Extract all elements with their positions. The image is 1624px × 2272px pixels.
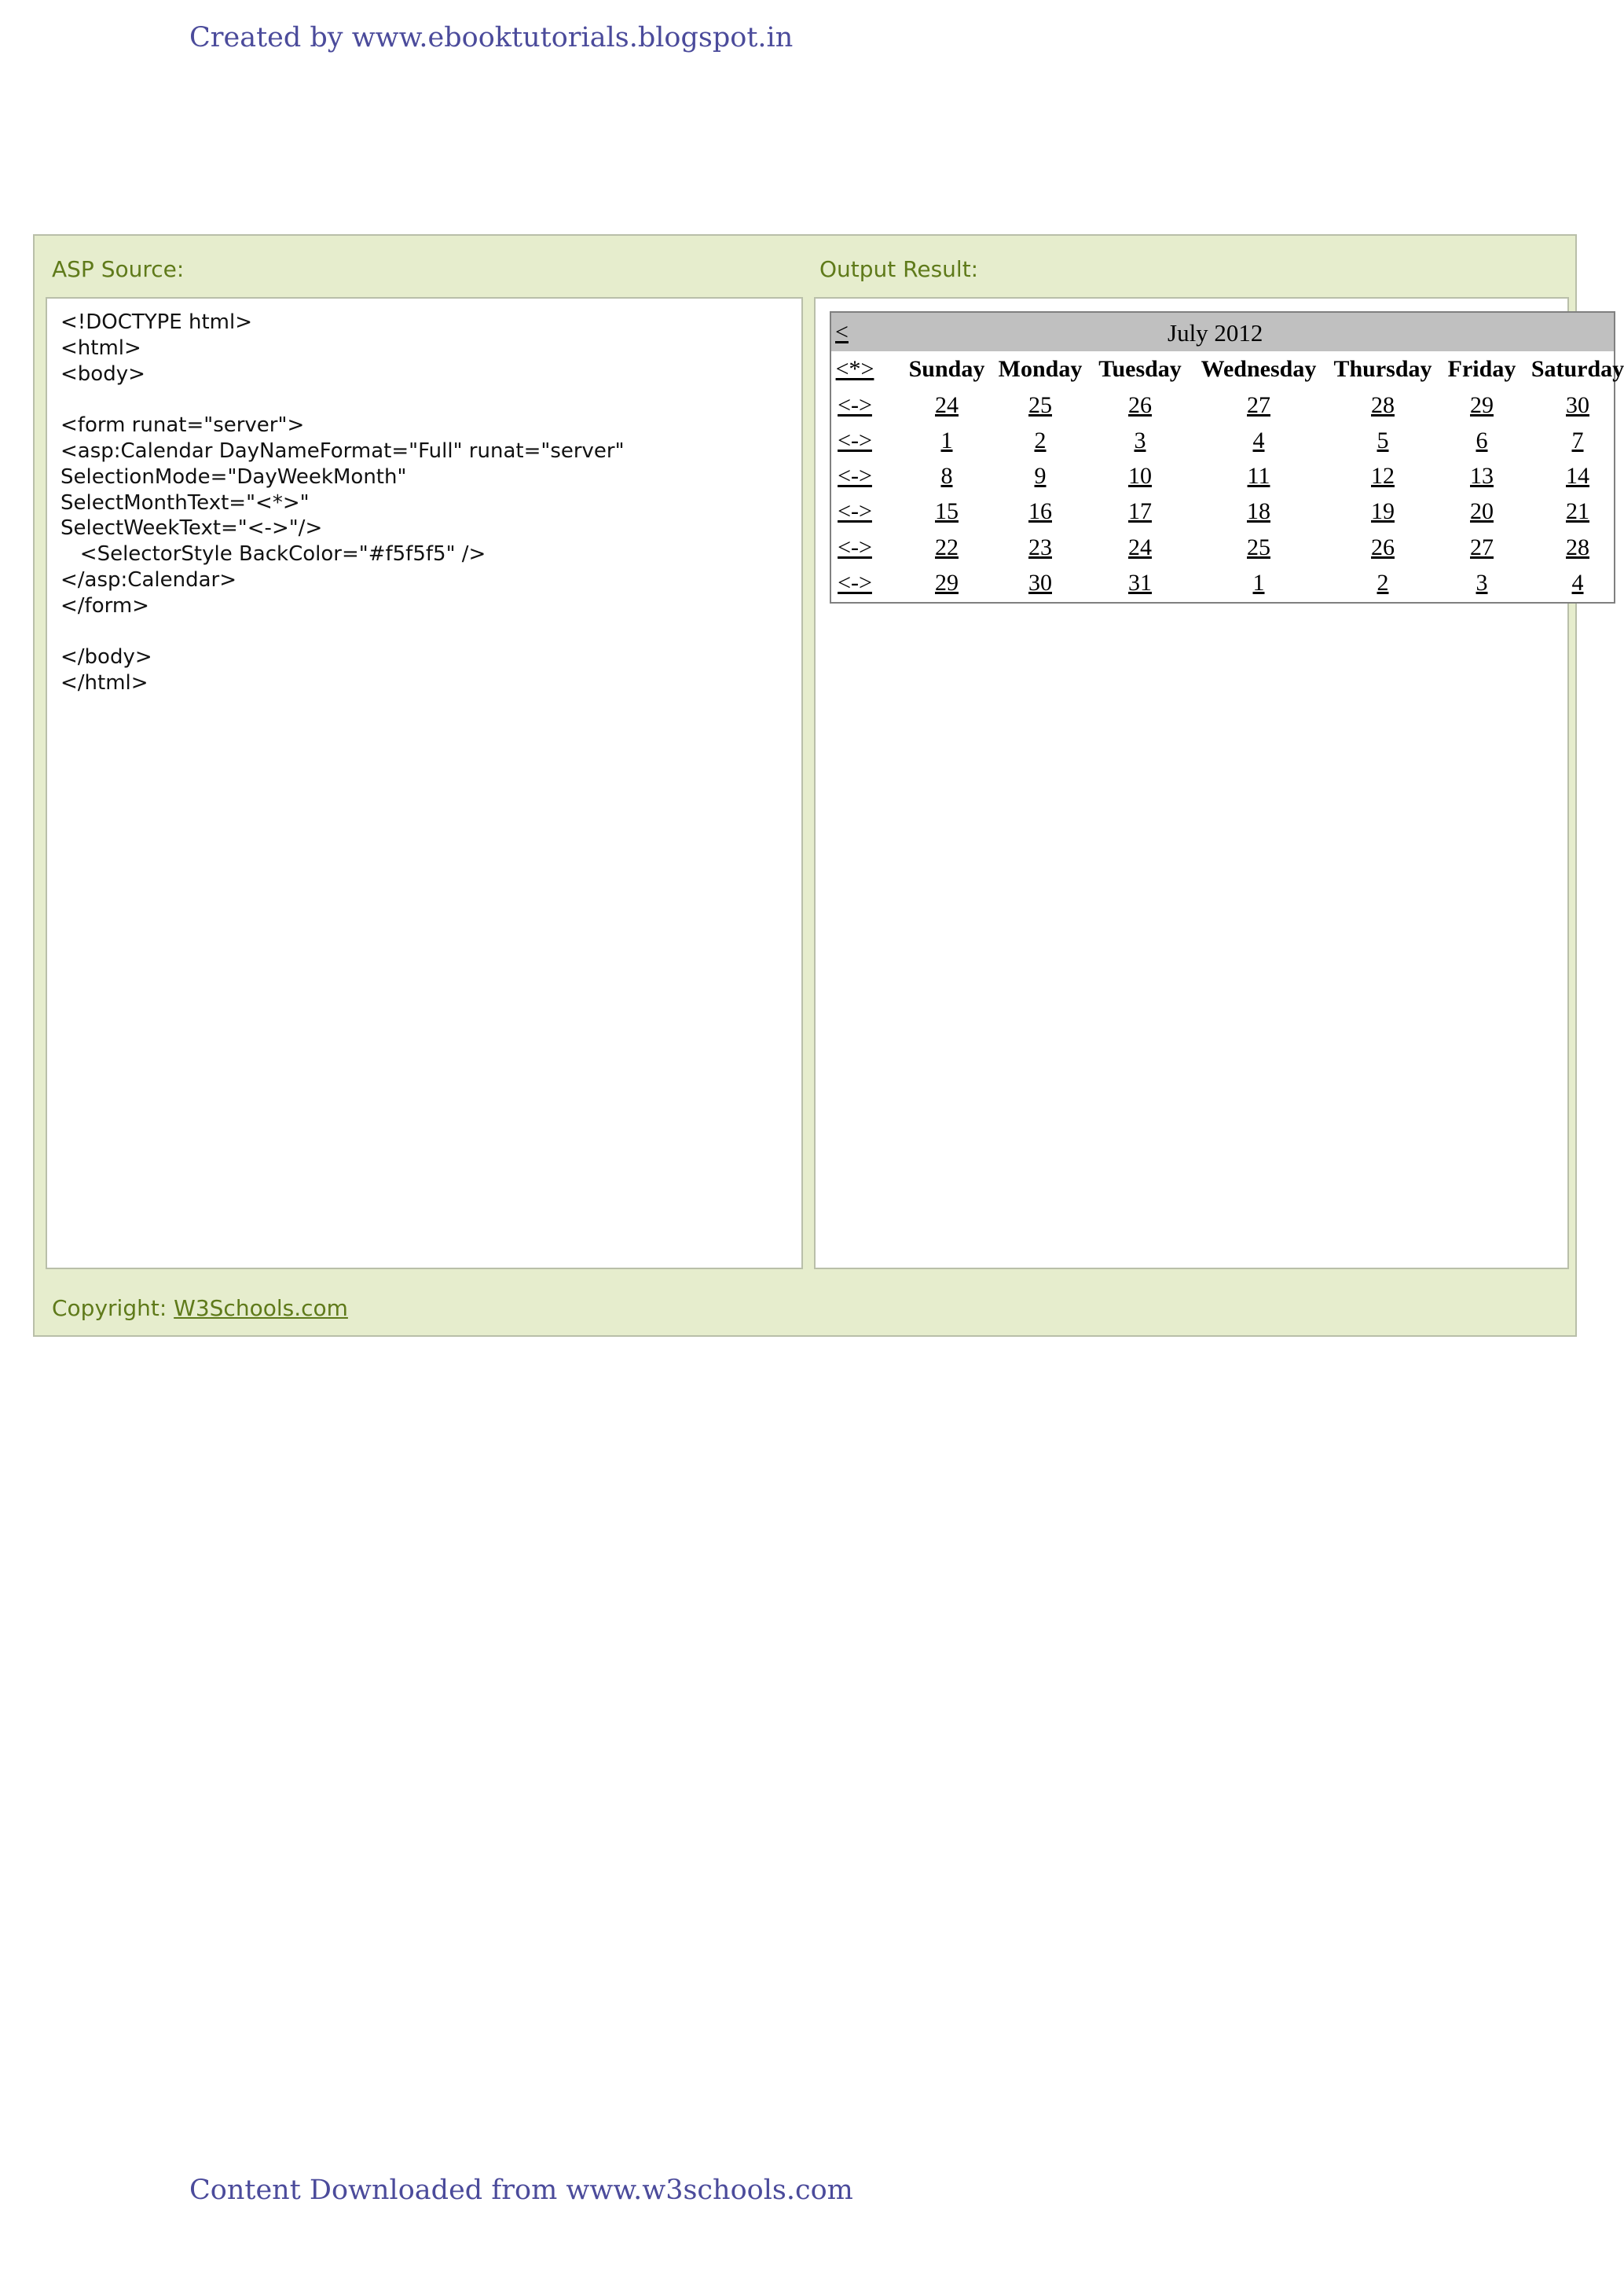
day-name-friday: Friday xyxy=(1447,356,1516,382)
calendar-title-bar xyxy=(831,313,1614,351)
calendar-day-link[interactable]: 16 xyxy=(1028,498,1052,524)
calendar-day-link[interactable]: 10 xyxy=(1128,463,1152,489)
calendar-day-link[interactable]: 24 xyxy=(935,392,959,418)
calendar-month-title: July 2012 xyxy=(1168,319,1263,347)
source-panel xyxy=(46,297,803,1269)
calendar-day-link[interactable]: 27 xyxy=(1247,392,1270,418)
calendar-day-link[interactable]: 28 xyxy=(1371,392,1395,418)
calendar-day-link[interactable]: 5 xyxy=(1377,428,1389,453)
calendar-day-link[interactable]: 3 xyxy=(1134,428,1146,453)
calendar-day-link[interactable]: 12 xyxy=(1371,463,1395,489)
day-name-monday: Monday xyxy=(998,356,1083,382)
output-panel-label: Output Result: xyxy=(819,256,979,282)
select-week-link[interactable]: <-> xyxy=(838,392,872,418)
calendar-day-link[interactable]: 17 xyxy=(1128,498,1152,524)
tryit-frame xyxy=(33,234,1624,1337)
calendar-day-link[interactable]: 30 xyxy=(1566,392,1589,418)
select-week-link[interactable]: <-> xyxy=(838,570,872,596)
calendar-day-link[interactable]: 9 xyxy=(1034,463,1047,489)
select-week-link[interactable]: <-> xyxy=(838,534,872,560)
day-name-thursday: Thursday xyxy=(1333,356,1432,382)
calendar xyxy=(830,311,1624,604)
calendar-day-link[interactable]: 8 xyxy=(940,463,953,489)
calendar-day-link[interactable]: 30 xyxy=(1028,570,1052,596)
calendar-day-link[interactable]: 28 xyxy=(1566,534,1589,560)
calendar-day-link[interactable]: 27 xyxy=(1470,534,1494,560)
prev-month-link[interactable]: < xyxy=(835,319,849,345)
copyright-label: Copyright: xyxy=(52,1295,167,1321)
calendar-day-link[interactable]: 3 xyxy=(1476,570,1488,596)
select-week-link[interactable]: <-> xyxy=(838,498,872,524)
calendar-day-link[interactable]: 29 xyxy=(1470,392,1494,418)
day-name-sunday: Sunday xyxy=(908,356,985,382)
calendar-day-link[interactable]: 4 xyxy=(1252,428,1265,453)
calendar-day-link[interactable]: 31 xyxy=(1128,570,1152,596)
select-week-link[interactable]: <-> xyxy=(838,428,872,453)
day-name-tuesday: Tuesday xyxy=(1098,356,1182,382)
page-footer: Content Downloaded from www.w3schools.com xyxy=(189,2175,853,2206)
output-panel xyxy=(814,297,1624,1269)
calendar-day-link[interactable]: 25 xyxy=(1028,392,1052,418)
calendar-day-link[interactable]: 15 xyxy=(935,498,959,524)
calendar-day-link[interactable]: 26 xyxy=(1128,392,1152,418)
calendar-day-link[interactable]: 4 xyxy=(1571,570,1584,596)
calendar-day-link[interactable]: 20 xyxy=(1470,498,1494,524)
calendar-day-link[interactable]: 23 xyxy=(1028,534,1052,560)
copyright xyxy=(52,1295,348,1321)
day-name-saturday: Saturday xyxy=(1531,356,1624,382)
calendar-day-link[interactable]: 26 xyxy=(1371,534,1395,560)
calendar-day-link[interactable]: 2 xyxy=(1377,570,1389,596)
calendar-day-link[interactable]: 25 xyxy=(1247,534,1270,560)
calendar-day-link[interactable]: 21 xyxy=(1566,498,1589,524)
calendar-day-link[interactable]: 14 xyxy=(1566,463,1589,489)
calendar-day-link[interactable]: 2 xyxy=(1034,428,1047,453)
w3schools-link[interactable]: W3Schools.com xyxy=(174,1295,348,1321)
calendar-day-link[interactable]: 1 xyxy=(940,428,953,453)
select-week-link[interactable]: <-> xyxy=(838,463,872,489)
calendar-day-link[interactable]: 6 xyxy=(1476,428,1488,453)
calendar-day-link[interactable]: 13 xyxy=(1470,463,1494,489)
source-panel-label: ASP Source: xyxy=(52,256,185,282)
select-month-link[interactable]: <*> xyxy=(835,356,874,382)
calendar-day-link[interactable]: 22 xyxy=(935,534,959,560)
calendar-day-link[interactable]: 1 xyxy=(1252,570,1265,596)
calendar-day-link[interactable]: 7 xyxy=(1571,428,1584,453)
calendar-day-link[interactable]: 24 xyxy=(1128,534,1152,560)
page-header: Created by www.ebooktutorials.blogspot.in xyxy=(189,22,794,53)
calendar-day-link[interactable]: 19 xyxy=(1371,498,1395,524)
calendar-day-link[interactable]: 18 xyxy=(1247,498,1270,524)
asp-source-code: <!DOCTYPE html> <html> <body> <form runat="server"> <asp:Calendar DayNameFormat="Full" runat="server" SelectionMode="DayWeekMonth" SelectMonthText="<*>" SelectWeekText="<->"/> <SelectorStyle BackColor="#f5f5f5" /> </asp:Calendar> </form> </body> </html> xyxy=(60,310,625,696)
calendar-day-link[interactable]: 29 xyxy=(935,570,959,596)
calendar-day-link[interactable]: 11 xyxy=(1247,463,1270,489)
day-name-wednesday: Wednesday xyxy=(1201,356,1317,382)
